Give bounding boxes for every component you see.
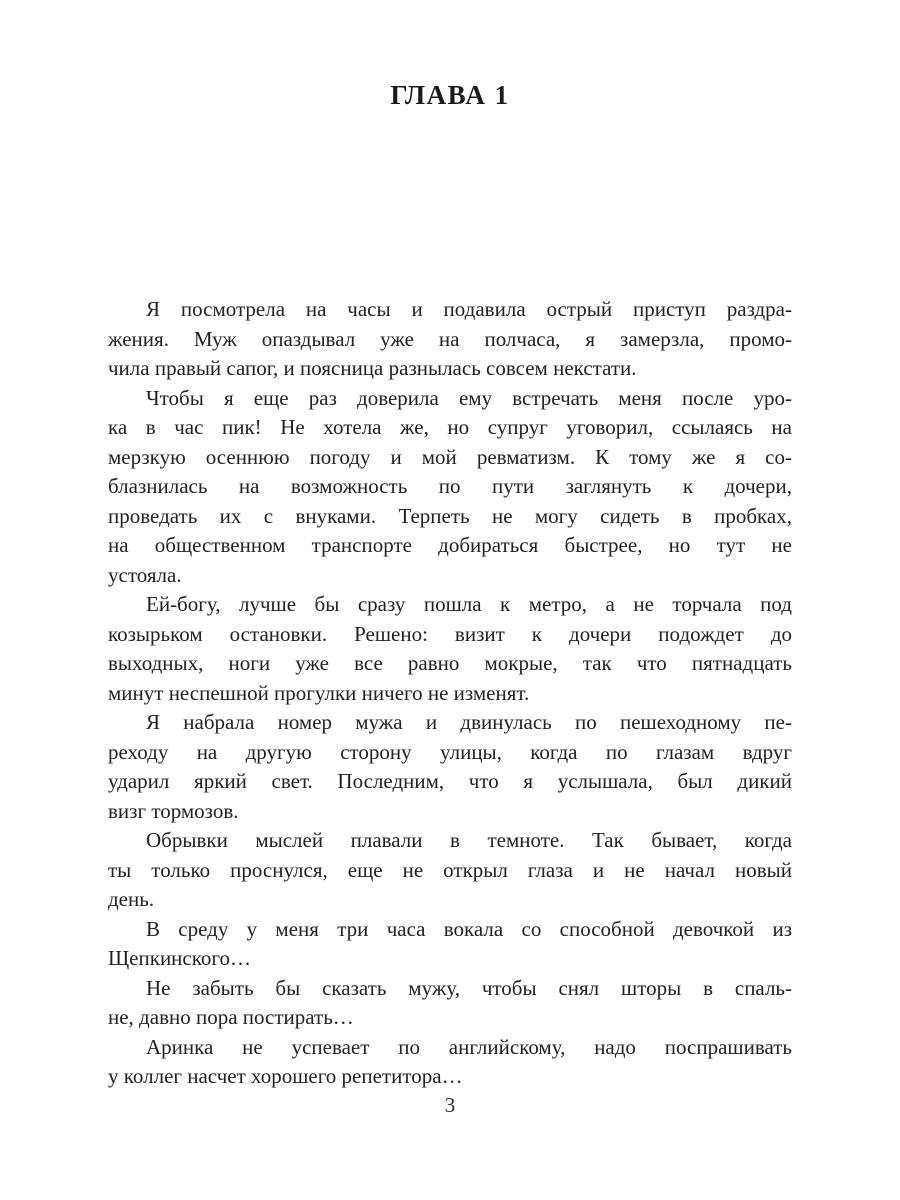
- text-line: визг тормозов.: [108, 798, 239, 823]
- paragraph: [108, 974, 792, 1033]
- page-number: 3: [444, 1093, 456, 1117]
- text-line: мерзкую осеннюю погоду и мой ревматизм. К тому же я со-: [108, 444, 792, 469]
- text-line: не, давно пора постирать…: [108, 1005, 354, 1029]
- text-line: Ей-богу, лучше бы сразу пошла к метро, а не торчала под: [146, 592, 792, 616]
- body-text: [108, 295, 792, 1092]
- text-line: ударил яркий свет. Последним, что я услышала, был дикий: [108, 769, 792, 793]
- text-line: проведать их с внуками. Терпеть не могу сидеть в пробках,: [108, 503, 792, 528]
- text-line: Чтобы я еще раз доверила ему встречать меня после уро-: [146, 385, 792, 410]
- text-line: чила правый сапог, и поясница разнылась совсем некстати.: [108, 356, 637, 380]
- text-line: Обрывки мыслей плавали в темноте. Так бывает, когда: [146, 828, 792, 852]
- text-line: Щепкинского…: [108, 946, 251, 970]
- text-line: блазнилась на возможность по пути заглянуть к дочери,: [108, 474, 792, 498]
- text-line: устояла.: [108, 562, 182, 587]
- text-line: Аринка не успевает по английскому, надо поспрашивать: [146, 1034, 792, 1059]
- paragraph: [108, 915, 792, 974]
- text-line: Не забыть бы сказать мужу, чтобы снял шторы в спаль-: [146, 975, 792, 1000]
- text-line: ка в час пик! Не хотела же, но супруг уговорил, ссылаясь на: [108, 415, 792, 439]
- chapter-title: ГЛАВА 1: [390, 80, 510, 110]
- text-line: жения. Муж опаздывал уже на полчаса, я замерзла, промо-: [108, 326, 792, 351]
- text-line: реходу на другую сторону улицы, когда по глазам вдруг: [108, 739, 792, 764]
- paragraph: [108, 590, 792, 708]
- text-line: выходных, ноги уже все равно мокрые, так что пятнадцать: [108, 651, 792, 675]
- paragraph: [108, 295, 792, 384]
- text-line: ты только проснулся, еще не открыл глаза и не начал новый: [108, 857, 792, 882]
- text-line: козырьком остановки. Решено: визит к дочери подождет до: [108, 621, 792, 646]
- text-line: у коллег насчет хорошего репетитора…: [108, 1064, 463, 1088]
- text-line: Я посмотрела на часы и подавила острый приступ раздра-: [146, 297, 792, 321]
- paragraph: [108, 384, 792, 591]
- paragraph: [108, 1033, 792, 1092]
- text-line: В среду у меня три часа вокала со способной девочкой из: [146, 916, 792, 941]
- text-line: на общественном транспорте добираться быстрее, но тут не: [108, 533, 792, 557]
- text-line: день.: [108, 887, 155, 911]
- text-line: Я набрала номер мужа и двинулась по пешеходному пе-: [146, 710, 792, 734]
- paragraph: [108, 708, 792, 826]
- text-line: минут неспешной прогулки ничего не изменят.: [108, 680, 530, 705]
- paragraph: [108, 826, 792, 915]
